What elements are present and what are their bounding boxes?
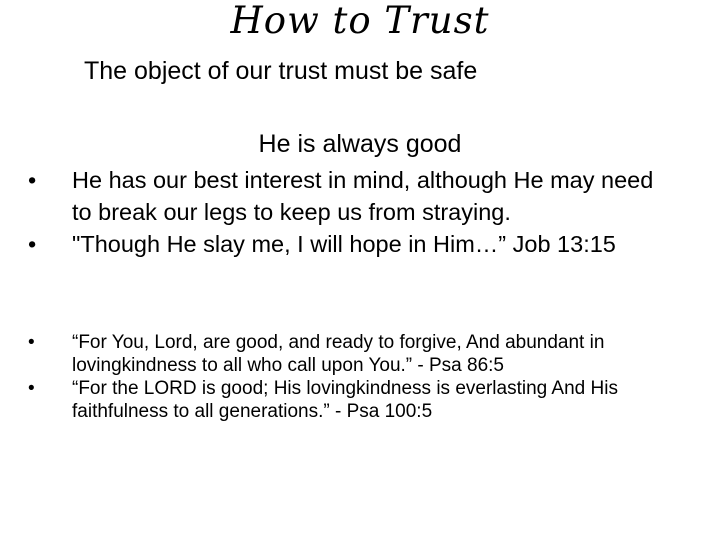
bullet-list-main [0,164,720,260]
scripture-item [0,377,720,423]
bullet-text: He has our best interest in mind, although He may need to break our legs to keep us from straying. [72,167,654,225]
bullet-marker: • [28,332,35,353]
bullet-marker: • [28,167,37,193]
slide-title: How to Trust [230,0,490,42]
scripture-item [0,331,720,377]
scripture-text: “For You, Lord, are good, and ready to forgive, And abundant in lovingkindness to all who call upon You.” - Psa 86:5 [72,332,605,376]
slide-subtitle: The object of our trust must be safe [84,57,478,85]
bullet-text: "Though He slay me, I will hope in Him…” Job 13:15 [72,231,616,257]
bullet-item [0,164,720,228]
bullet-marker: • [28,231,37,257]
scripture-text: “For the LORD is good; His lovingkindness is everlasting And His faithfulness to all generations.” - Psa 100:5 [72,378,618,422]
centered-statement: He is always good [258,130,462,158]
bullet-marker: • [28,378,35,399]
bullet-list-scripture [0,331,720,423]
bullet-item [0,228,720,260]
